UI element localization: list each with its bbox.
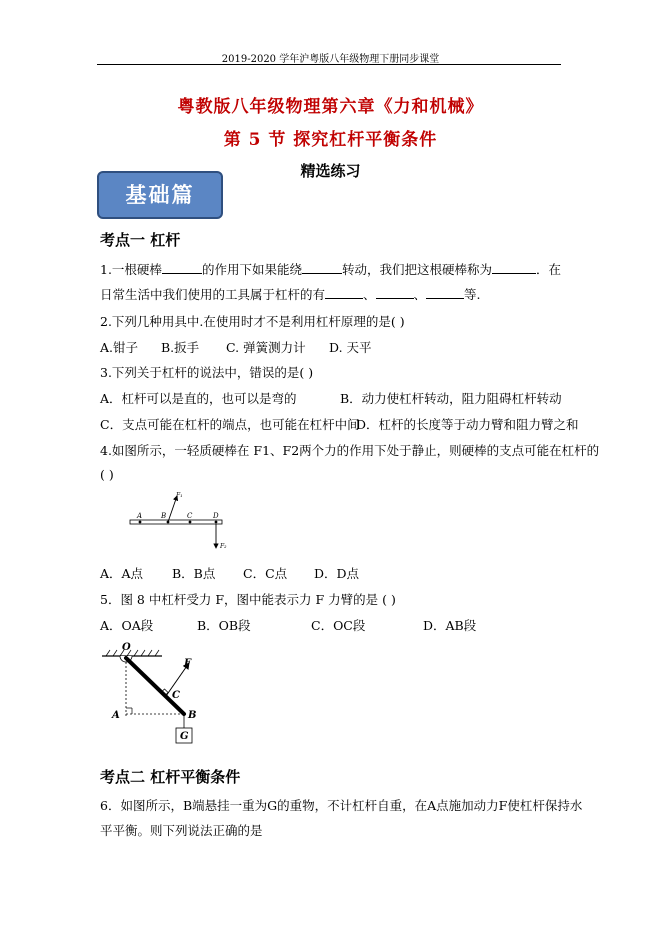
q1-blank-4[interactable] — [325, 286, 363, 299]
q4-option-d[interactable]: D．D点 — [314, 566, 360, 581]
q1-text-2: 的作用下如果能绕 — [201, 262, 302, 277]
q5-option-b[interactable]: B．OB段 — [197, 618, 251, 633]
label-g: G — [180, 731, 189, 742]
label-a: A — [137, 512, 143, 520]
point-c-dot — [189, 521, 192, 524]
q3-option-d[interactable]: D．杠杆的长度等于动力臂和阻力臂之和 — [356, 417, 579, 432]
page-header: 2019-2020 学年沪粤版八年级物理下册同步课堂 — [221, 54, 440, 65]
q1-blank-2[interactable] — [302, 261, 342, 274]
topic-heading-2: 考点二 杠杆平衡条件 — [100, 768, 241, 786]
q2-option-c[interactable]: C. 弹簧测力计 — [226, 340, 306, 355]
label-c: C — [187, 512, 193, 520]
subtitle: 精选练习 — [300, 162, 361, 180]
q4-option-a[interactable]: A．A点 — [100, 566, 144, 581]
question-1-line-2 — [100, 285, 481, 303]
q4-option-c[interactable]: C．C点 — [243, 566, 288, 581]
q1-text-4: ．在 — [535, 262, 561, 277]
q1-text-1: 1.一根硬棒 — [100, 262, 162, 277]
label-f2: F₂ — [220, 543, 227, 550]
q1-text-6: 等. — [464, 287, 481, 302]
question-4-paren: ( ) — [100, 467, 114, 482]
question-5-stem: 5．图 8 中杠杆受力 F，图中能表示力 F 力臂的是 ( ) — [100, 592, 396, 607]
question-1-line-1 — [100, 260, 561, 278]
question-4-stem: 4.如图所示，一轻质硬棒在 F1、F2两个力的作用下处于静止，则硬棒的支点可能在杠杆的 — [100, 443, 600, 458]
lever-bar — [130, 520, 222, 524]
q3-option-a[interactable]: A．杠杆可以是直的，也可以是弯的 — [100, 391, 297, 406]
q1-blank-6[interactable] — [426, 286, 464, 299]
q2-option-d[interactable]: D. 天平 — [329, 340, 372, 355]
q3-option-c[interactable]: C．支点可能在杠杆的端点，也可能在杠杆中间 — [100, 417, 360, 432]
question-2-stem: 2.下列几种用具中.在使用时才不是利用杠杆原理的是( ) — [100, 314, 405, 329]
q2-option-a[interactable]: A.钳子 — [100, 340, 139, 355]
ceiling-hatching — [106, 650, 159, 656]
section-title: 第 5 节 探究杠杆平衡条件 — [223, 130, 438, 150]
lever-diagram-2 — [96, 640, 226, 748]
question-3-stem: 3.下列关于杠杆的说法中，错误的是( ) — [100, 365, 314, 380]
label-o: O — [122, 642, 131, 653]
q5-option-d[interactable]: D．AB段 — [423, 618, 477, 633]
q1-sep-2: 、 — [413, 287, 427, 302]
topic-heading-1: 考点一 杠杆 — [100, 231, 181, 249]
label-b2: B — [188, 710, 197, 721]
point-d-dot — [215, 521, 218, 524]
q1-blank-1[interactable] — [162, 261, 202, 274]
q3-option-b[interactable]: B．动力使杠杆转动，阻力阻碍杠杆转动 — [340, 391, 562, 406]
label-a2: A — [112, 710, 120, 721]
badge-basic: 基础篇 — [97, 171, 223, 219]
header-rule — [97, 64, 561, 65]
document-title: 粤教版八年级物理第六章《力和机械》 — [177, 97, 484, 117]
q5-option-a[interactable]: A．OA段 — [100, 618, 154, 633]
question-6-line-2: 平平衡。则下列说法正确的是 — [100, 823, 263, 838]
lever-diagram-1 — [128, 488, 238, 552]
lever-rod — [126, 658, 184, 714]
q5-option-c[interactable]: C．OC段 — [311, 618, 366, 633]
q2-option-b[interactable]: B.扳手 — [161, 340, 200, 355]
question-6-line-1: 6．如图所示，B端悬挂一重为G的重物，不计杠杆自重，在A点施加动力F使杠杆保持水 — [100, 798, 583, 813]
q4-option-b[interactable]: B．B点 — [172, 566, 216, 581]
force-f1-arrow — [168, 496, 177, 522]
label-d: D — [213, 512, 219, 520]
q1-text-3: 转动，我们把这根硬棒称为 — [341, 262, 492, 277]
q1-blank-3[interactable] — [492, 261, 536, 274]
point-a-dot — [139, 521, 142, 524]
label-f: F — [184, 658, 192, 669]
label-b: B — [161, 512, 167, 520]
q1-blank-5[interactable] — [376, 286, 414, 299]
q1-text-5: 日常生活中我们使用的工具属于杠杆的有 — [100, 287, 326, 302]
q1-sep-1: 、 — [363, 287, 376, 302]
label-f1: F₁ — [176, 492, 183, 499]
label-c2: C — [172, 690, 180, 701]
